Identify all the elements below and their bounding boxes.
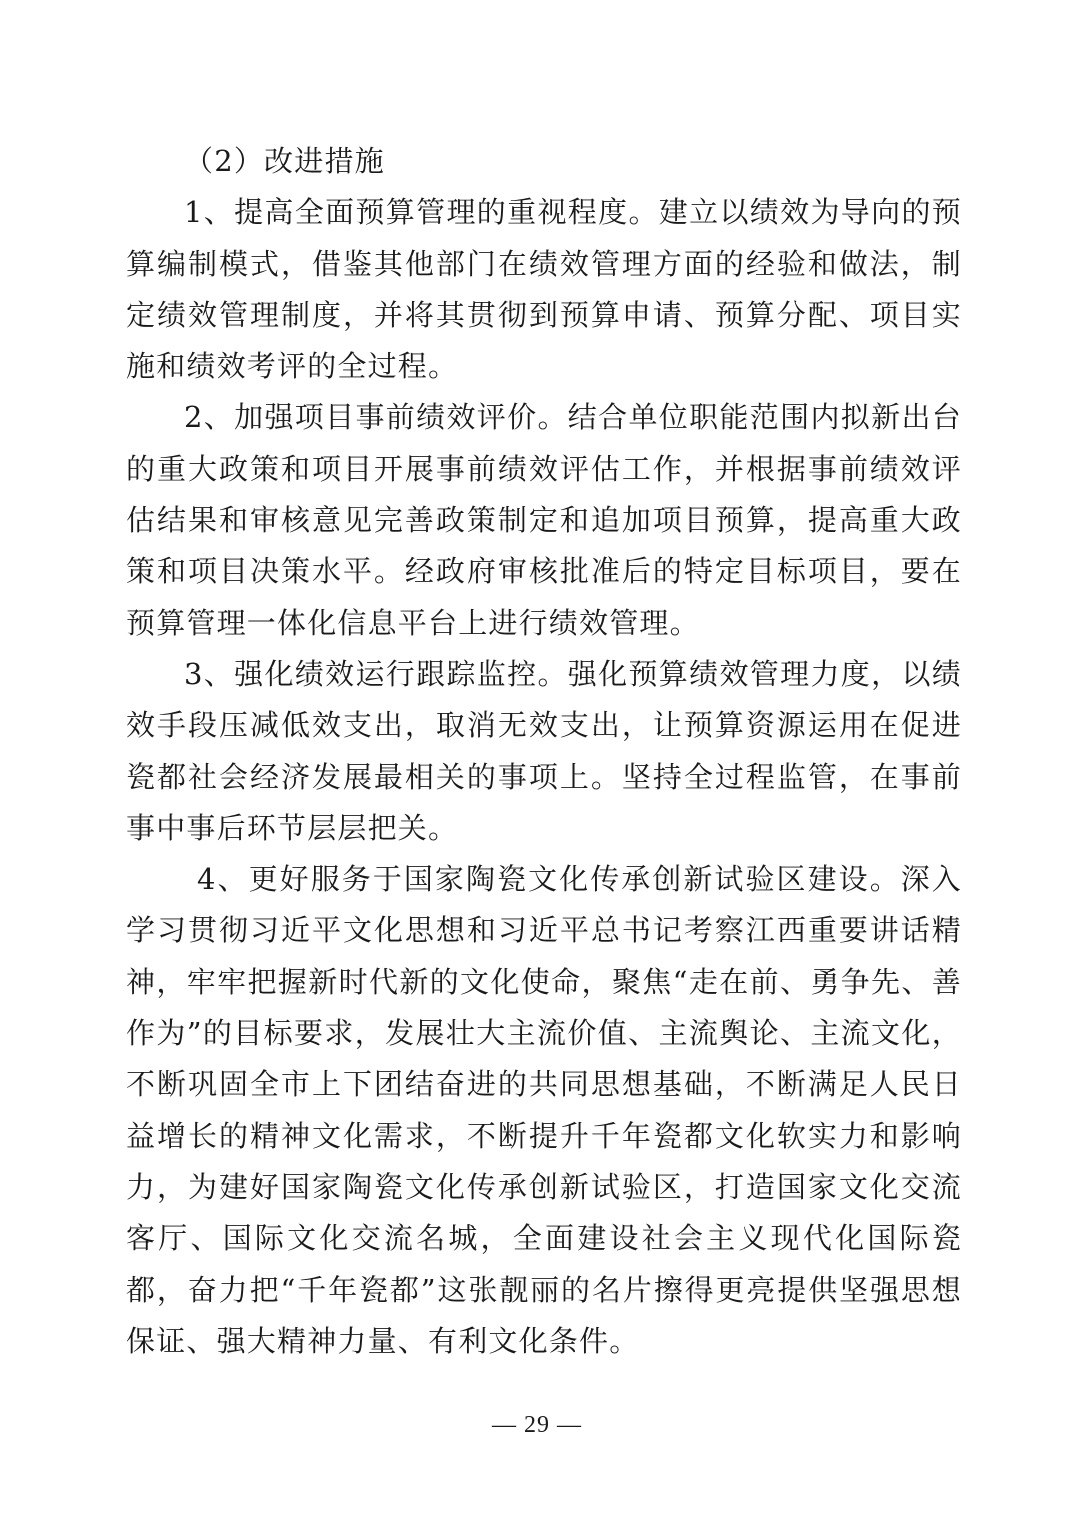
page-number: — 29 —	[492, 1412, 582, 1438]
paragraph-4: 4、更好服务于国家陶瓷文化传承创新试验区建设。深入学习贯彻习近平文化思想和习近平总书记考察江西重要讲话精神，牢牢把握新时代新的文化使命，聚焦“走在前、勇争先、善作为”的目标要求，发展壮大主流价值、主流舆论、主流文化，不断巩固全市上下团结奋进的共同思想基础，不断满足人民日益增长的精神文化需求，不断提升千年瓷都文化软实力和影响力，为建好国家陶瓷文化传承创新试验区，打造国家文化交流客厅、国际文化交流名城，全面建设社会主义现代化国际瓷都，奋力把“千年瓷都”这张靓丽的名片擦得更亮提供坚强思想保证、强大精神力量、有利文化条件。	[126, 862, 962, 1358]
document-body	[126, 136, 962, 1367]
paragraph-3: 3、强化绩效运行跟踪监控。强化预算绩效管理力度，以绩效手段压减低效支出，取消无效支出，让预算资源运用在促进瓷都社会经济发展最相关的事项上。坚持全过程监管，在事前事中事后环节层层把关。	[126, 656, 962, 845]
paragraph-1: 1、提高全面预算管理的重视程度。建立以绩效为导向的预算编制模式，借鉴其他部门在绩效管理方面的经验和做法，制定绩效管理制度，并将其贯彻到预算申请、预算分配、项目实施和绩效考评的全过程。	[126, 195, 962, 384]
paragraph-2: 2、加强项目事前绩效评价。结合单位职能范围内拟新出台的重大政策和项目开展事前绩效评估工作，并根据事前绩效评估结果和审核意见完善政策制定和追加项目预算，提高重大政策和项目决策水平。经政府审核批准后的特定目标项目，要在预算管理一体化信息平台上进行绩效管理。	[126, 400, 962, 640]
section-heading: （2）改进措施	[184, 144, 385, 178]
